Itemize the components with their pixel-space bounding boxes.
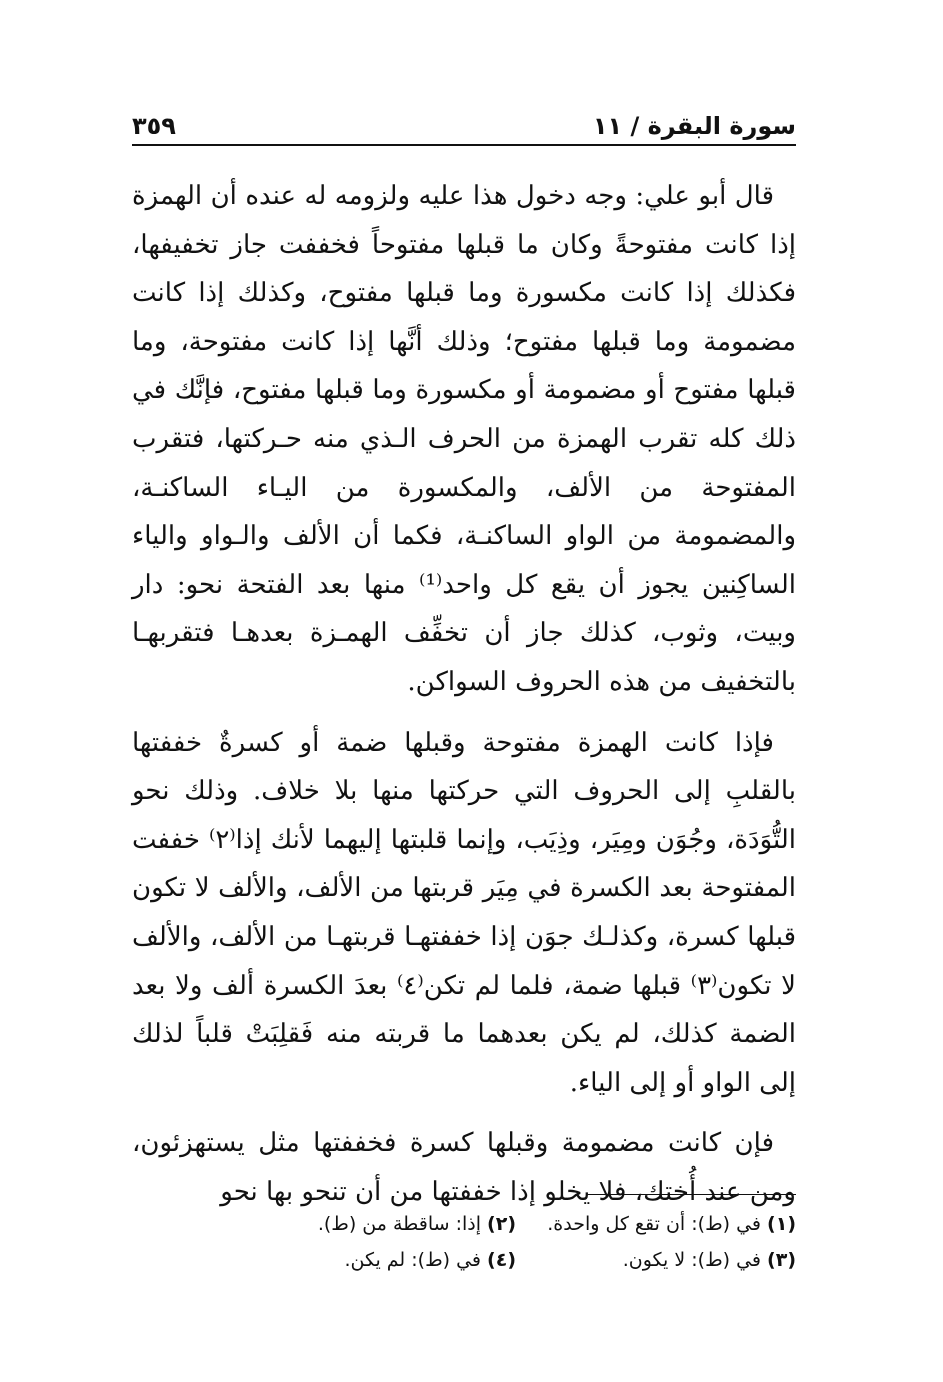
footnote-2 (256, 1206, 516, 1242)
footnote-number: (٤) (487, 1249, 516, 1271)
footnote-4 (256, 1242, 516, 1278)
footnote-text: في (ط): لم يكن. (344, 1249, 482, 1271)
paragraph-1 (132, 172, 796, 707)
footnote-text: إذا: ساقطة من (ط). (317, 1213, 482, 1235)
paragraph-2 (132, 719, 796, 1108)
footnote-text: في (ط): أن تقع كل واحدة. (547, 1213, 762, 1235)
paragraph-3-text: فإن كانت مضمومة وقبلها كسرة فخففتها مثل يستهزئون، ومن عند أُختك، فلا يخلو إذا خففتها من أن تنحو بها نحو (132, 1128, 796, 1207)
footnote-number: (٣) (767, 1249, 796, 1271)
footnote-row-2 (132, 1242, 796, 1278)
footnote-1 (516, 1206, 796, 1242)
footnote-divider (586, 1194, 796, 1195)
footnote-number: (٢) (487, 1213, 516, 1235)
page-header (132, 100, 796, 146)
footnote-row-1 (132, 1206, 796, 1242)
footnote-3 (516, 1242, 796, 1278)
paragraph-1-text: قال أبو علي: وجه دخول هذا عليه ولزومه له عنده أن الهمزة إذا كانت مفتوحةً وكان ما قبلها مفتوحاً فخففت جاز تخفيفها، فكذلك إذا كانت مكسورة وما قبلها مفتوح، وكذلك إذا كانت مضمومة وما قبلها مفتوح؛ وذلك أنَّها إذا كانت مفتوحة، وما قبلها مفتوح أو مضمومة أو مكسورة وما قبلها مفتوح، فإنَّك في ذلك كله تقرب الهمزة من الحرف الـذي منه حـركتها، فتقرب المفتوحة من الألف، والمكسورة من اليـاء الساكنـة، والمضمومة من الواو الساكنـة، فكما أن الألف والـواو والياء الساكِنين يجوز أن يقع كل واحد⁽¹⁾ منها بعد الفتحة نحو: دار وبيت، وثوب، كذلك جاز أن تخفِّف الهمـزة بعدهـا فتقربهـا بالتخفيف من هذه الحروف السواكن. (132, 181, 797, 697)
running-title: سورة البقرة / ١١ (592, 112, 796, 140)
footnote-number: (١) (767, 1213, 796, 1235)
main-text (132, 172, 796, 1216)
footnotes (132, 1206, 796, 1278)
paragraph-3 (132, 1119, 796, 1216)
page-number: ٣٥٩ (132, 112, 176, 140)
paragraph-2-text: فإذا كانت الهمزة مفتوحة وقبلها ضمة أو كسرةٌ خففتها بالقلبِ إلى الحروف التي حركتها منها بلا خلاف. وذلك نحو التُّوَدَة، وجُوَن ومِيَر، وذِيَب، وإنما قلبتها إليهما لأنك إذا⁽٢⁾ خففت المفتوحة بعد الكسرة في مِيَر قربتها من الألف، والألف لا تكون قبلها كسرة، وكذلـك جوَن إذا خففتهـا قربتهـا من الألف، والألف لا تكون⁽٣⁾ قبلها ضمة، فلما لم تكن⁽٤⁾ بعدَ الكسرة ألف ولا بعد الضمة كذلك، لم يكن بعدهما ما قربته منه فَقلِبَتْ قلباً لذلك إلى الواو أو إلى الياء. (132, 727, 796, 1098)
footnote-text: في (ط): لا يكون. (622, 1249, 762, 1271)
